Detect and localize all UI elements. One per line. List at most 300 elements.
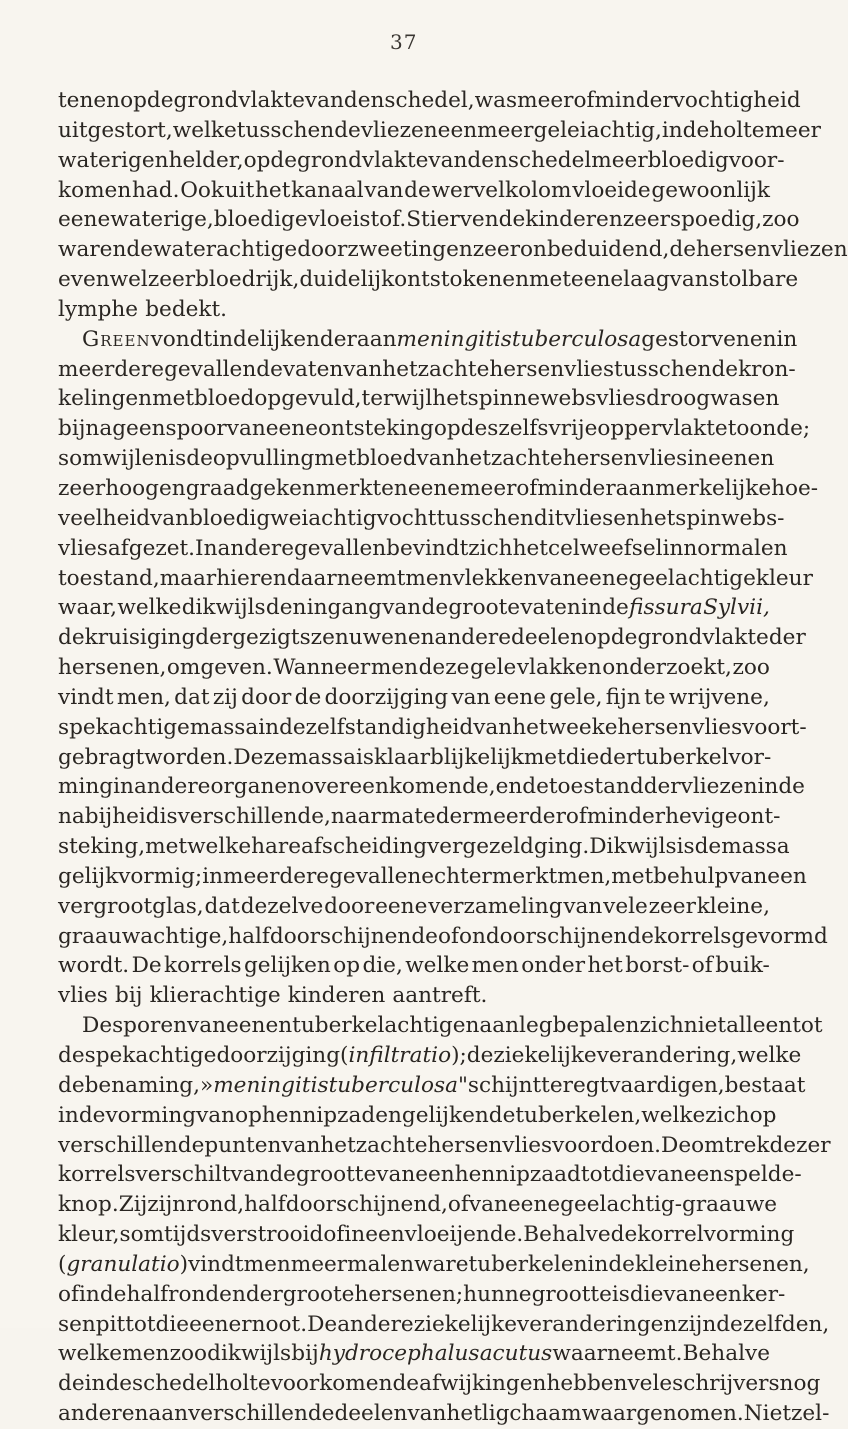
- word: meerder: [472, 804, 566, 830]
- word: vlies: [58, 983, 108, 1009]
- word: groote: [282, 1281, 355, 1307]
- word: Dikwijls: [589, 834, 677, 860]
- text-line: [58, 205, 800, 235]
- word: der: [319, 326, 357, 352]
- word: vlakken: [516, 655, 602, 681]
- word: gelijken: [243, 953, 331, 979]
- word: gevallen: [329, 863, 422, 889]
- word: vergrootglas,: [58, 893, 204, 919]
- word: op: [584, 625, 611, 651]
- word: van: [669, 267, 709, 293]
- word: meer: [460, 475, 517, 501]
- word: de: [602, 595, 629, 621]
- word: in: [58, 1102, 79, 1128]
- word: Behalve: [523, 1222, 611, 1248]
- text-line: [58, 1250, 810, 1280]
- word: Stierven: [406, 207, 499, 233]
- word: het: [512, 714, 548, 740]
- word: de: [58, 1072, 85, 1098]
- word: van: [343, 356, 383, 382]
- word: Niet: [743, 1401, 792, 1427]
- word: omgeven.: [166, 655, 273, 681]
- word: benaming,: [84, 1072, 200, 1098]
- word: vaten: [520, 595, 581, 621]
- word: ineenvloeijende.: [344, 1222, 524, 1248]
- word: in: [212, 326, 234, 352]
- word: de: [404, 177, 431, 203]
- word: geen: [112, 416, 166, 442]
- word: spinwebs-: [675, 505, 785, 531]
- word: de: [78, 1102, 106, 1128]
- word: vindt: [58, 684, 114, 710]
- word: massa: [189, 714, 259, 740]
- word: afgezet.: [107, 535, 196, 561]
- word: het: [432, 386, 468, 412]
- word: vloeistof.: [307, 207, 407, 233]
- word: De: [661, 1132, 692, 1158]
- word: De: [131, 953, 162, 979]
- text-line: [58, 564, 813, 594]
- word: massa: [287, 744, 356, 770]
- word: voor-: [728, 147, 785, 173]
- word: hennipzaden: [261, 1102, 402, 1128]
- word: echter: [421, 863, 492, 889]
- word: men: [243, 1251, 291, 1277]
- word: of: [691, 953, 713, 979]
- word: weiachtig: [270, 505, 377, 531]
- text-line: [58, 1101, 777, 1131]
- word: vergezeld: [427, 834, 534, 860]
- word: waterachtige: [152, 237, 298, 263]
- word: hier: [216, 565, 261, 591]
- word: hersenvlies: [617, 714, 743, 740]
- word: somtijds: [119, 1222, 212, 1248]
- word: een: [702, 1281, 742, 1307]
- word: omtrek: [691, 1132, 770, 1158]
- word: een: [683, 1162, 724, 1188]
- word: Zij: [118, 1192, 148, 1218]
- word: die: [611, 1162, 645, 1188]
- word: komen: [58, 177, 132, 203]
- word: en: [381, 475, 408, 501]
- word: men,: [116, 684, 171, 710]
- text-line: [58, 355, 796, 385]
- word: gezigtszenuwen: [232, 625, 408, 651]
- word: was: [474, 88, 518, 113]
- word: ziekelijke: [493, 1043, 597, 1068]
- word: een: [415, 1162, 455, 1188]
- word: gelijkvormig;: [58, 863, 203, 889]
- word: verandering,: [596, 1043, 738, 1068]
- word: minder: [586, 804, 666, 830]
- word: in: [202, 863, 224, 889]
- word: helder,: [168, 147, 244, 173]
- word: het: [446, 1401, 482, 1427]
- word: de: [186, 446, 213, 472]
- word: Behalve: [682, 1341, 770, 1367]
- word: meer: [591, 147, 648, 173]
- body-text: [58, 86, 848, 1429]
- word: van: [281, 1132, 321, 1158]
- word: knop.: [58, 1192, 119, 1218]
- text-line: [58, 1369, 821, 1399]
- word: in: [687, 446, 709, 472]
- word: het: [255, 177, 291, 203]
- word: spekachtige: [58, 714, 190, 740]
- word: groote: [448, 595, 521, 621]
- word: deszelfs: [460, 416, 549, 442]
- word: op: [433, 416, 461, 442]
- word: grondvlakte: [297, 147, 429, 173]
- word: korrels: [653, 923, 732, 949]
- word: minder: [594, 88, 673, 113]
- word: verschillende,: [177, 804, 331, 830]
- word: tot: [792, 1013, 823, 1039]
- word: van: [468, 1192, 508, 1218]
- word: ming: [58, 774, 114, 800]
- word: meerdere: [223, 863, 330, 889]
- word: zelfstandigheid: [305, 714, 474, 740]
- word: uitgestort,: [58, 117, 173, 143]
- word: gele,: [549, 684, 603, 710]
- word: andere: [337, 1311, 414, 1337]
- word: aanmerkelijke: [615, 475, 772, 501]
- text-line: [58, 1220, 795, 1250]
- word: de: [99, 1281, 127, 1307]
- word: oppervlakte: [597, 416, 728, 442]
- text-line: [58, 743, 770, 773]
- word: andere: [217, 535, 294, 561]
- word: stolbare: [708, 267, 799, 293]
- word: der: [643, 774, 681, 800]
- text-line: [58, 593, 770, 623]
- word: welke: [405, 953, 470, 979]
- word: in: [258, 714, 280, 740]
- word: in: [661, 117, 683, 143]
- word: de: [126, 237, 153, 263]
- word: korrelvorming: [637, 1222, 795, 1248]
- text-line: [58, 772, 805, 802]
- word: vliezen: [680, 774, 758, 800]
- word: welke: [187, 834, 252, 860]
- text-line: [58, 86, 801, 116]
- word: de: [58, 625, 85, 651]
- text-line: [58, 981, 770, 1011]
- text-line: [58, 832, 790, 862]
- word: De: [307, 1311, 338, 1337]
- word: tot: [125, 1311, 156, 1337]
- word: is: [611, 1281, 630, 1307]
- word: schedelholte: [132, 1371, 271, 1397]
- word: of: [323, 1222, 345, 1248]
- word: die: [155, 1311, 190, 1337]
- word: de: [270, 147, 298, 173]
- word: waargenomen.: [581, 1401, 744, 1427]
- word: tuberkelachtigen: [292, 1013, 480, 1039]
- word: van: [663, 1281, 703, 1307]
- word: de: [146, 88, 174, 113]
- word: of: [516, 475, 538, 501]
- word: waterig: [58, 147, 142, 173]
- word: aan: [356, 326, 397, 352]
- word: veelheid: [58, 505, 151, 531]
- word: laag: [623, 267, 670, 293]
- text-line: [58, 1310, 830, 1340]
- word: in: [587, 1251, 609, 1277]
- word: Green: [82, 326, 151, 352]
- word: somwijlen: [58, 446, 169, 472]
- word: en: [93, 88, 121, 113]
- word: naar: [330, 804, 381, 830]
- word: doorschijnend,: [285, 1192, 448, 1218]
- word: kinderen: [525, 207, 623, 233]
- word: nog: [779, 1371, 821, 1397]
- word: met: [528, 267, 571, 293]
- word: anderen: [58, 1401, 149, 1427]
- word: kleur: [755, 565, 813, 591]
- word: doorzweetingen: [297, 237, 473, 263]
- word: der: [195, 625, 233, 651]
- word: vindt: [188, 1251, 244, 1277]
- word: de: [233, 326, 260, 352]
- word: van: [187, 1013, 226, 1039]
- word: verzameling: [428, 893, 563, 919]
- word: verschillende: [58, 1132, 205, 1158]
- word: tuberkelen,: [515, 1102, 642, 1128]
- word: men: [405, 565, 453, 591]
- word: en: [141, 147, 169, 173]
- word: hoe-: [771, 475, 819, 501]
- word: zeer: [58, 475, 106, 501]
- word: gebragt: [58, 744, 145, 770]
- word: wordt.: [58, 953, 130, 979]
- word: ziekelijke: [413, 1311, 517, 1337]
- word: behulp: [653, 863, 729, 889]
- word: welke: [172, 117, 237, 143]
- word: aan: [148, 1401, 189, 1427]
- word: wervelkolom: [431, 177, 572, 203]
- word: dat: [174, 684, 210, 710]
- word: in: [113, 774, 134, 800]
- text-line: [58, 444, 775, 474]
- word: opvulling: [212, 446, 315, 472]
- word: eenen: [708, 446, 775, 472]
- word: bij: [115, 983, 143, 1009]
- word: en: [260, 565, 287, 591]
- word: de: [669, 237, 696, 263]
- word: de: [269, 1162, 296, 1188]
- word: ontsteking: [317, 416, 434, 442]
- word: afwijkingen: [419, 1371, 547, 1397]
- word: hebben: [546, 1371, 628, 1397]
- word: tuberkelen: [468, 1251, 588, 1277]
- word: de: [334, 117, 361, 143]
- word: evenwel: [58, 267, 148, 293]
- word: door: [241, 684, 292, 710]
- text-line: [58, 325, 798, 355]
- word: meer: [517, 88, 574, 113]
- word: gekenmerkt: [249, 475, 382, 501]
- word: acutus: [479, 1341, 553, 1367]
- word: vlies: [58, 535, 108, 561]
- word: met: [523, 744, 566, 770]
- word: en: [502, 267, 529, 293]
- word: de: [608, 1251, 635, 1277]
- word: alleen: [726, 1013, 793, 1039]
- word: met: [611, 863, 654, 889]
- word: onbeduidend,: [520, 237, 670, 263]
- word: gevormd: [731, 923, 828, 949]
- word: overeenkomende,: [301, 774, 496, 800]
- word: Sylvii,: [703, 595, 770, 621]
- word: opgevuld,: [254, 386, 362, 412]
- word: deelen: [334, 1401, 408, 1427]
- word: de: [498, 207, 526, 233]
- word: in: [757, 774, 779, 800]
- word: ging.: [533, 834, 590, 860]
- word: den: [467, 147, 508, 173]
- word: schedel,: [384, 88, 475, 113]
- word: zeer: [622, 207, 671, 233]
- word: welke: [117, 595, 182, 621]
- word: spoedig,: [670, 207, 763, 233]
- text-line: [58, 892, 770, 922]
- word: met: [314, 446, 357, 472]
- word: of: [58, 1281, 79, 1307]
- word: zij: [212, 684, 238, 710]
- word: vliezen: [360, 117, 438, 143]
- word: de: [294, 684, 322, 710]
- word: massa: [721, 834, 790, 860]
- text-line: [58, 862, 807, 892]
- word: hersenvliezen: [695, 237, 848, 263]
- word: Wanneer: [273, 655, 371, 681]
- word: kruisiging: [84, 625, 196, 651]
- word: doorzijging: [216, 1043, 341, 1068]
- word: vlekken: [452, 565, 538, 591]
- word: was: [710, 386, 753, 412]
- word: bloedrijk,: [195, 267, 300, 293]
- word: en: [752, 386, 780, 412]
- word: spoor: [165, 416, 227, 442]
- word: gele: [469, 655, 517, 681]
- word: van: [364, 177, 404, 203]
- word: op: [749, 1102, 777, 1128]
- word: doorzijging: [324, 684, 449, 710]
- word: buik-: [715, 953, 770, 979]
- word: dikwijls: [181, 595, 266, 621]
- word: kelingen: [58, 386, 153, 412]
- word: veranderingen: [517, 1311, 678, 1337]
- word: worden.: [144, 744, 234, 770]
- word: vondt: [150, 326, 213, 352]
- word: en: [495, 774, 523, 800]
- word: bloedig: [647, 147, 729, 173]
- word: is: [159, 804, 178, 830]
- word: zoo: [732, 655, 770, 681]
- word: toonde;: [727, 416, 811, 442]
- word: hoogen: [105, 475, 186, 501]
- word: eene: [407, 475, 461, 501]
- word: hersenen,: [58, 655, 167, 681]
- word: of: [447, 1192, 469, 1218]
- word: tot: [580, 1162, 612, 1188]
- word: rond,: [186, 1192, 245, 1218]
- word: zeer: [472, 237, 521, 263]
- word: meermalen: [290, 1251, 415, 1277]
- word: onderzoekt,: [602, 655, 732, 681]
- word: in: [581, 595, 602, 621]
- word: kinderen: [287, 983, 386, 1009]
- word: is: [355, 744, 374, 770]
- word: bepalen: [552, 1013, 640, 1039]
- word: men: [471, 953, 519, 979]
- word: senpit: [58, 1311, 126, 1337]
- text-line: [58, 1041, 802, 1071]
- word: korrels: [58, 1162, 136, 1188]
- word: holte: [709, 117, 765, 143]
- word: van: [230, 1162, 270, 1188]
- word: grootte: [295, 1162, 377, 1188]
- word: minder: [537, 475, 616, 501]
- page-number: 37: [390, 30, 418, 54]
- word: de: [694, 834, 722, 860]
- word: van: [428, 147, 468, 173]
- word: tuberkelvor-: [636, 744, 772, 770]
- word: der: [435, 804, 473, 830]
- word: hersenvlies: [427, 1132, 553, 1158]
- word: zachte: [355, 1132, 428, 1158]
- word: verschillende: [188, 1401, 335, 1427]
- word: verstrooid: [211, 1222, 324, 1248]
- word: verschilt: [135, 1162, 231, 1188]
- word: eene: [507, 1192, 561, 1218]
- text-line: [58, 1131, 831, 1161]
- word: eene: [576, 565, 629, 591]
- word: bedekt.: [145, 296, 228, 322]
- text-line: [58, 1071, 806, 1101]
- word: geelachtige: [628, 565, 756, 591]
- word: andere: [434, 625, 512, 651]
- word: ont-: [737, 804, 781, 830]
- word: dikwijls: [207, 1341, 292, 1367]
- word: hydrocephalus: [318, 1341, 480, 1367]
- word: klierachtige: [149, 983, 281, 1009]
- text-line: [58, 713, 807, 743]
- word: organen: [210, 774, 302, 800]
- word: tuberculosa: [511, 326, 642, 352]
- word: noot.: [251, 1311, 308, 1337]
- word: schijnt: [467, 1072, 542, 1098]
- word: de: [105, 1371, 133, 1397]
- word: der: [245, 1281, 283, 1307]
- text-line: [58, 1160, 802, 1190]
- word: zeer: [147, 267, 196, 293]
- word: meer: [477, 117, 534, 143]
- word: gevallen: [293, 535, 387, 561]
- text-line: [58, 176, 770, 206]
- text-line: [58, 265, 799, 295]
- word: bloed: [194, 386, 255, 412]
- word: mate: [380, 804, 436, 830]
- word: geleiachtig,: [533, 117, 662, 143]
- word: of: [565, 804, 587, 830]
- word: toestand: [548, 774, 644, 800]
- word: ware: [414, 1251, 469, 1277]
- word: nabijheid: [58, 804, 160, 830]
- word: niet: [683, 1013, 727, 1039]
- word: regtvaardigen,: [562, 1072, 725, 1098]
